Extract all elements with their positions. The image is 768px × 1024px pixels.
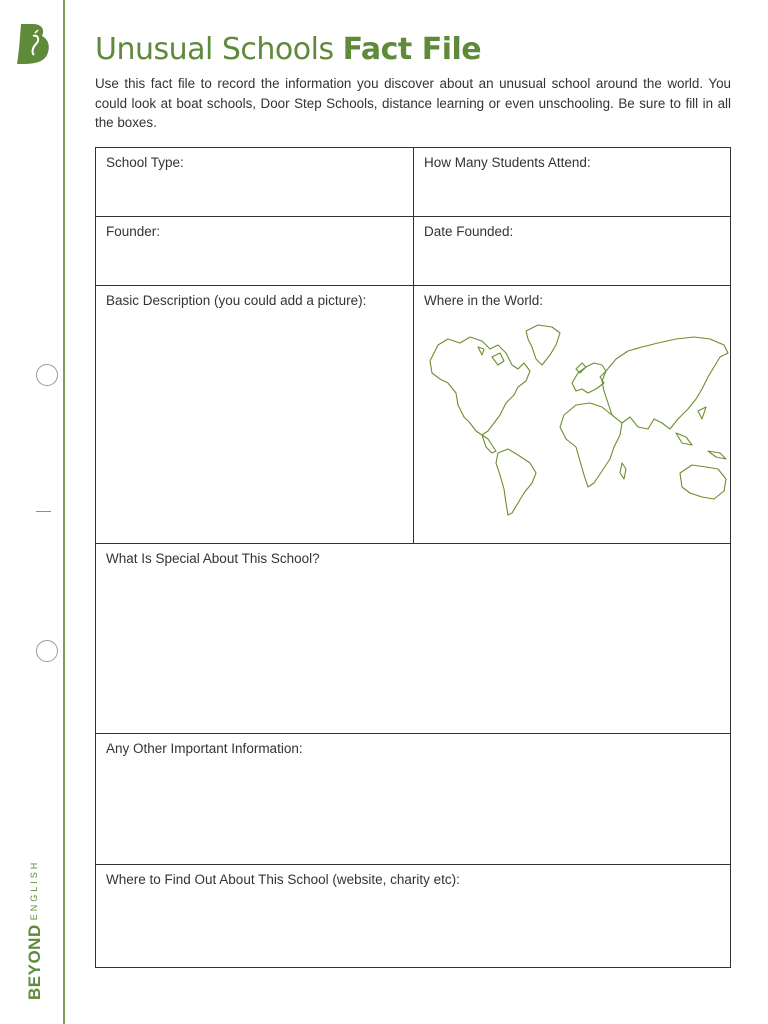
school-type-label: School Type: xyxy=(106,155,184,170)
where-label: Where in the World: xyxy=(424,293,544,308)
punch-hole-bottom xyxy=(36,640,58,662)
beyond-b-logo-icon xyxy=(15,22,51,66)
special-box[interactable] xyxy=(96,544,730,733)
description-box[interactable] xyxy=(96,286,413,543)
other-info-label: Any Other Important Information: xyxy=(106,741,303,756)
founder-box[interactable] xyxy=(96,217,413,285)
brand-sub: ENGLISH xyxy=(29,859,39,921)
school-type-box[interactable] xyxy=(96,148,413,216)
date-founded-box[interactable] xyxy=(414,217,731,285)
find-out-label: Where to Find Out About This School (website, charity etc): xyxy=(106,872,460,887)
margin-line xyxy=(63,0,65,1024)
students-label: How Many Students Attend: xyxy=(424,155,591,170)
punch-hole-top xyxy=(36,364,58,386)
founder-label: Founder: xyxy=(106,224,161,239)
brand-wordmark xyxy=(25,860,45,1000)
title-bold: Fact File xyxy=(342,32,482,67)
fact-file-table xyxy=(95,147,731,968)
other-info-box[interactable] xyxy=(96,734,730,864)
find-out-box[interactable] xyxy=(96,865,730,967)
brand-word: BEYOND xyxy=(25,924,44,1000)
world-map-icon xyxy=(426,323,731,518)
special-label: What Is Special About This School? xyxy=(106,551,320,566)
students-box[interactable] xyxy=(414,148,731,216)
intro-text: Use this fact file to record the information you discover about an unusual school around the world. You could look at boat schools, Door Step Schools, distance learning or even unschooling. Be sure to fill in all the boxes. xyxy=(95,76,731,130)
description-label: Basic Description (you could add a picture): xyxy=(106,293,367,308)
fold-mark xyxy=(36,511,51,512)
date-founded-label: Date Founded: xyxy=(424,224,514,239)
page-title xyxy=(95,32,481,67)
title-light: Unusual Schools xyxy=(95,32,334,67)
